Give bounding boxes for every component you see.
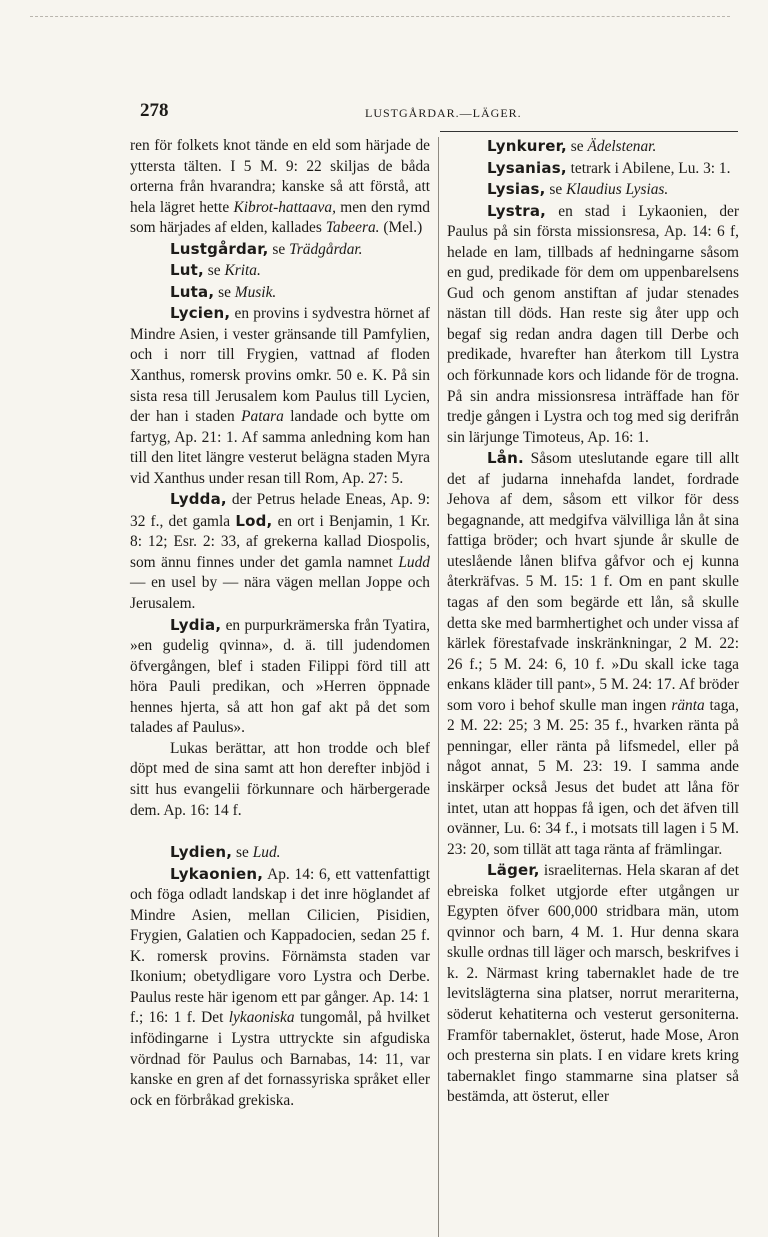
headword: Lynkurer, (487, 137, 567, 155)
headword: Lut, (170, 261, 204, 280)
running-head: LUSTGÅRDAR.—LÄGER. (365, 106, 522, 120)
headword: Lustgårdar, (170, 239, 269, 258)
entry-continuation: ren för folkets knot tände en eld som härjade de yttersta tälten. I 5 M. 9: 22 skiljas de båda orterna från hvarandra; kanske så att förstå, att hela lägret hette Kibrot-hattaava, men den rymd som härjades af elden, kallades Tabeera. (Mel.) (130, 137, 430, 237)
headword: Lysias, (487, 180, 546, 199)
headword: Lån. (487, 449, 524, 468)
headword: Lydda, (170, 490, 227, 509)
left-column (130, 136, 430, 1111)
entry-lysias: Lysias, se Klaudius Lysias. (487, 180, 669, 199)
entry-lager: Läger, israeliternas. Hela skaran af det ebreiska folket utgjorde efter utgången ur Egypten öfver 600,000 stridbara män, utom qvinnor och barn, 4 M. 1. Hur denna skara skulle ordnas till läger och marsch, beskrifves i k. 2. Närmast kring tabernaklet hade de tre levitslägterna sina platser, norrut merariterna, söderut kehatiterna och vesterut gersoniterna. Framför tabernaklet, österut, hade Mose, Aron och presterna sin plats. I en vidare krets kring tabernaklet fingo stammarne sina platser så bestämda, att österut, eller (447, 861, 739, 1106)
headword: Lycien, (170, 304, 231, 323)
entry-lydia-paragraph: Lukas berättar, att hon trodde och blef döpt med de sina samt att hon derefter inbjöd i sitt hus evangelii förkunnare och härbergerade dem. Ap. 16: 14 f. (130, 739, 430, 819)
entry-lydia: Lydia, en purpurkrämerska från Tyatira, »en gudelig qvinna», d. ä. till judendomen öfvergången, blef i staden Filippi förd till att höra Pauli predikan, och »Herren öppnade hennes hjerta, så att hon gaf akt på det som talades af Paulus». (130, 615, 430, 737)
top-edge-rule (30, 16, 730, 17)
entry-lystra: Lystra, en stad i Lykaonien, der Paulus på sin första missionsresa, Ap. 14: 6 f, helade en lam, tillbads af hedningarne såsom en gud, predikade för dem om uppenbarelsens Gud och genom anstiftan af judar stenades nästan till döds. Han reste sig åter upp och begaf sig redan andra dagen till Derbe och predikade, hvarefter han återkom till Lystra och förkunnade kors och lidande för de trogna. På sin andra missionsresa inträffade han för tredje gången i Lystra och tog med sig derifrån sin lärjunge Timoteus, Ap. 16: 1. (447, 201, 739, 446)
cross-reference: Lud. (252, 844, 281, 862)
entry-lykaonien: Lykaonien, Ap. 14: 6, ett vattenfattigt och föga odladt landskap i det inre höglandet af Mindre Asien, mellan Cilicien, Pisidien, Frygien, Galatien och Kappadocien, sedan 25 f. K. romersk provins. Förnämsta staden var Ikonium; obetydligare voro Lystra och Derbe. Paulus reste här igenom ett par gånger. Ap. 14: 1 f.; 16: 1 f. Det lykaoniska tungomål, på hvilket infödingarne i Lystra uttryckte sin afgudiska vördnad för Paulus och Barnabas, 14: 11, var kanske en gren af det fornassyriska språket eller ock en förbråkad grekiska. (130, 864, 430, 1109)
entry-lycien: Lycien, en provins i sydvestra hörnet af Mindre Asien, i vester gränsande till Pamfylien, och i norr till Frygien, vattnad af floden Xanthus, romersk provins omkr. 50 e. K. På sin sista resa till Jerusalem kom Paulus till Lycien, der han i staden Patara landade och bytte om fartyg, Ap. 21: 1. Af samma anledning kom han till den litet längre vesterut belägna staden Myra vid Xanthus under resan till Rom, Ap. 27: 5. (130, 304, 430, 487)
entry-lynkurer: Lynkurer, se Ädelstenar. (487, 137, 657, 155)
entry-lut: Lut, se Krita. (170, 261, 261, 280)
entry-lustgardar: Lustgårdar, se Trädgårdar. (170, 239, 363, 258)
entry-lydda: Lydda, der Petrus helade Eneas, Ap. 9: 32 f., det gamla Lod, en ort i Benjamin, 1 Kr. 8: 12; Esr. 2: 33, af grekerna kallad Diospolis, som ännu finnes under det gamla namnet Ludd — en usel by — nära vägen mellan Joppe och Jerusalem. (130, 490, 430, 613)
column-divider (438, 137, 439, 1237)
cross-reference: Musik. (234, 283, 277, 301)
headword: Läger, (487, 861, 540, 880)
cross-reference: Trädgårdar. (289, 240, 363, 258)
entry-lydien: Lydien, se Lud. (170, 843, 281, 862)
headword: Lysanias, (487, 158, 567, 177)
page-number: 278 (140, 100, 169, 121)
headword: Luta, (170, 282, 215, 301)
cross-reference: Klaudius Lysias. (566, 181, 669, 199)
headword: Lystra, (487, 201, 547, 220)
entry-luta: Luta, se Musik. (170, 282, 277, 301)
cross-reference: Ädelstenar. (587, 138, 657, 155)
headword: Lydia, (170, 615, 222, 634)
cross-reference: Krita. (224, 262, 261, 280)
right-column (447, 136, 739, 1108)
entry-lan: Lån. Såsom uteslutande egare till allt det af judarna innehafda landet, fordrade Jehova af dem, såsom ett vilkor för dess begagnande, att medgifva välvilliga lån åt sina fattiga bröder; och hvart sjunde år skulle de uteslående lånen blifva gåfvor och ej kunna återkräfvas. 5 M. 15: 1 f. Om en pant skulle tagas af den som begärde ett lån, så skulle detta ske med barmhertighet och under vissa af kärlek förestafvade inskränkningar, 2 M. 22: 26 f.; 5 M. 24: 6, 10 f. »Du skall icke taga enkans kläder till pant», 5 M. 24: 17. Af bröder som voro i behof skulle man ingen ränta taga, 2 M. 22: 25; 3 M. 25: 35 f., hvarken ränta på penningar, eller ränta på lifsmedel, eller på något annat, 5 M. 23: 19. I samma ande inskärper också Jesus det budet att låna för intet, utan att hoppas få igen, och det äfven till ovänner, Lu. 6: 34 f., i motsats till lagen i 5 M. 23: 20, som tillät att taga ränta af främlingar. (447, 449, 740, 858)
page-header (140, 100, 740, 124)
entry-lysanias: Lysanias, tetrark i Abilene, Lu. 3: 1. (487, 158, 731, 177)
headword: Lykaonien, (170, 864, 264, 883)
header-rule (440, 131, 738, 132)
headword: Lydien, (170, 843, 233, 862)
